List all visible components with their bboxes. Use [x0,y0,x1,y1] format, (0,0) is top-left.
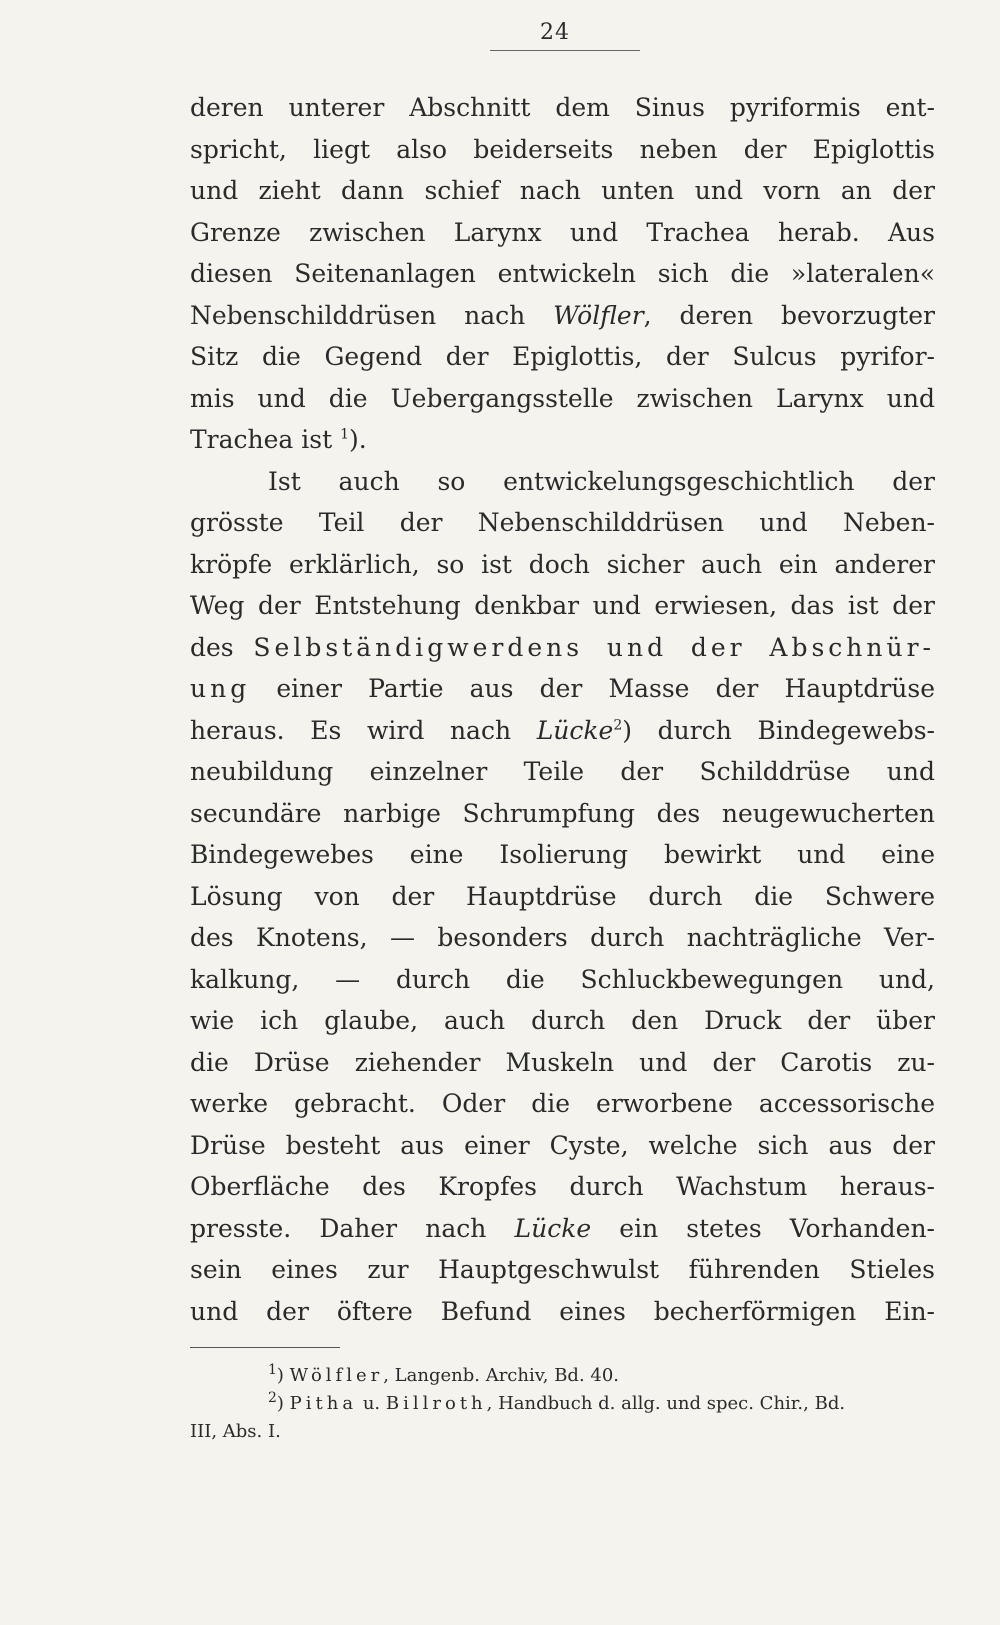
text-line: deren unterer Abschnitt dem Sinus pyriformis ent- [190,93,935,122]
text-line: und zieht dann schief nach unten und vorn an der [190,176,935,205]
text-line: die Drüse ziehender Muskeln und der Carotis zu- [190,1047,935,1077]
page-number: 24 [540,20,570,45]
header-rule [490,50,640,51]
text-line: mis und die Uebergangsstelle zwischen Larynx und [190,383,935,413]
text-line: wie ich glaube, auch durch den Druck der über [190,1006,935,1035]
text-line: heraus. Es wird nach Lücke$^2$) durch Bindegewebs- [190,715,935,745]
author-name: Wölfler [553,300,644,330]
footnote-ref: 2 [613,717,623,734]
footnote-2-continuation: III, Abs. I. [190,1421,281,1442]
text-line: Bindegewebes eine Isolierung bewirkt und eine [190,840,935,869]
text-line: Drüse besteht aus einer Cyste, welche sich aus der [190,1130,935,1160]
footnote-marker: 1 [268,1362,277,1378]
text-line: diesen Seitenanlagen entwickeln sich die »lateralen« [190,259,935,288]
text-line: kröpfe erklärlich, so ist doch sicher auch ein anderer [190,549,935,579]
text-line: sein eines zur Hauptgeschwulst führenden Stieles [190,1255,935,1284]
text-line: Trachea ist $^1$). [190,425,367,454]
spaced-emphasis: ung [190,674,251,703]
footnote-marker: 2 [268,1390,277,1406]
footnotes [190,1362,935,1446]
text-line: spricht, liegt also beiderseits neben der Epiglottis [190,134,935,164]
footnote-author: Wölfler [289,1365,384,1386]
text-line: Nebenschilddrüsen nach Wölfler, deren bevorzugter [190,300,936,330]
text-line: Oberfläche des Kropfes durch Wachstum heraus- [190,1172,935,1201]
text-line: secundäre narbige Schrumpfung des neugewucherten [190,798,935,828]
spaced-emphasis: Selbständigwerdens und der Abschnür- [253,632,935,662]
footnote-rule [190,1347,340,1348]
footnote-author: Billroth [385,1393,487,1414]
author-name: Lücke [514,1213,592,1243]
text-line: des Selbständigwerdens und der Abschnür- [190,632,935,662]
text-line: des Knotens, — besonders durch nachträgliche Ver- [190,923,935,952]
author-name: Lücke [536,715,614,745]
text-line: werke gebracht. Oder die erworbene accessorische [190,1089,935,1118]
text-line: neubildung einzelner Teile der Schilddrüse und [190,757,935,786]
footnote-author: Pitha [289,1393,358,1414]
text-line: presste. Daher nach Lücke ein stetes Vorhanden- [190,1213,935,1243]
text-line: Weg der Entstehung denkbar und erwiesen, das ist der [190,591,935,620]
footnote-ref: 1 [340,426,350,443]
text-line: Ist auch so entwickelungsgeschichtlich der [268,466,935,496]
text-line: kalkung, — durch die Schluckbewegungen und, [190,964,935,994]
body-text [190,87,935,1332]
text-line: grösste Teil der Nebenschilddrüsen und Neben- [190,508,935,537]
text-line: und der öftere Befund eines becherförmigen Ein- [190,1296,935,1326]
footnote-1: $^1$) Wölfler, Langenb. Archiv, Bd. 40. [268,1362,620,1386]
footnote-2: $^2$) Pitha u. Billroth, Handbuch d. allg. und spec. Chir., Bd. [268,1390,846,1414]
text-line: Grenze zwischen Larynx und Trachea herab. Aus [190,217,935,247]
text-line: ung einer Partie aus der Masse der Hauptdrüse [190,674,935,703]
text-line: Sitz die Gegend der Epiglottis, der Sulcus pyrifor- [190,342,935,371]
text-line: Lösung von der Hauptdrüse durch die Schwere [190,881,935,911]
